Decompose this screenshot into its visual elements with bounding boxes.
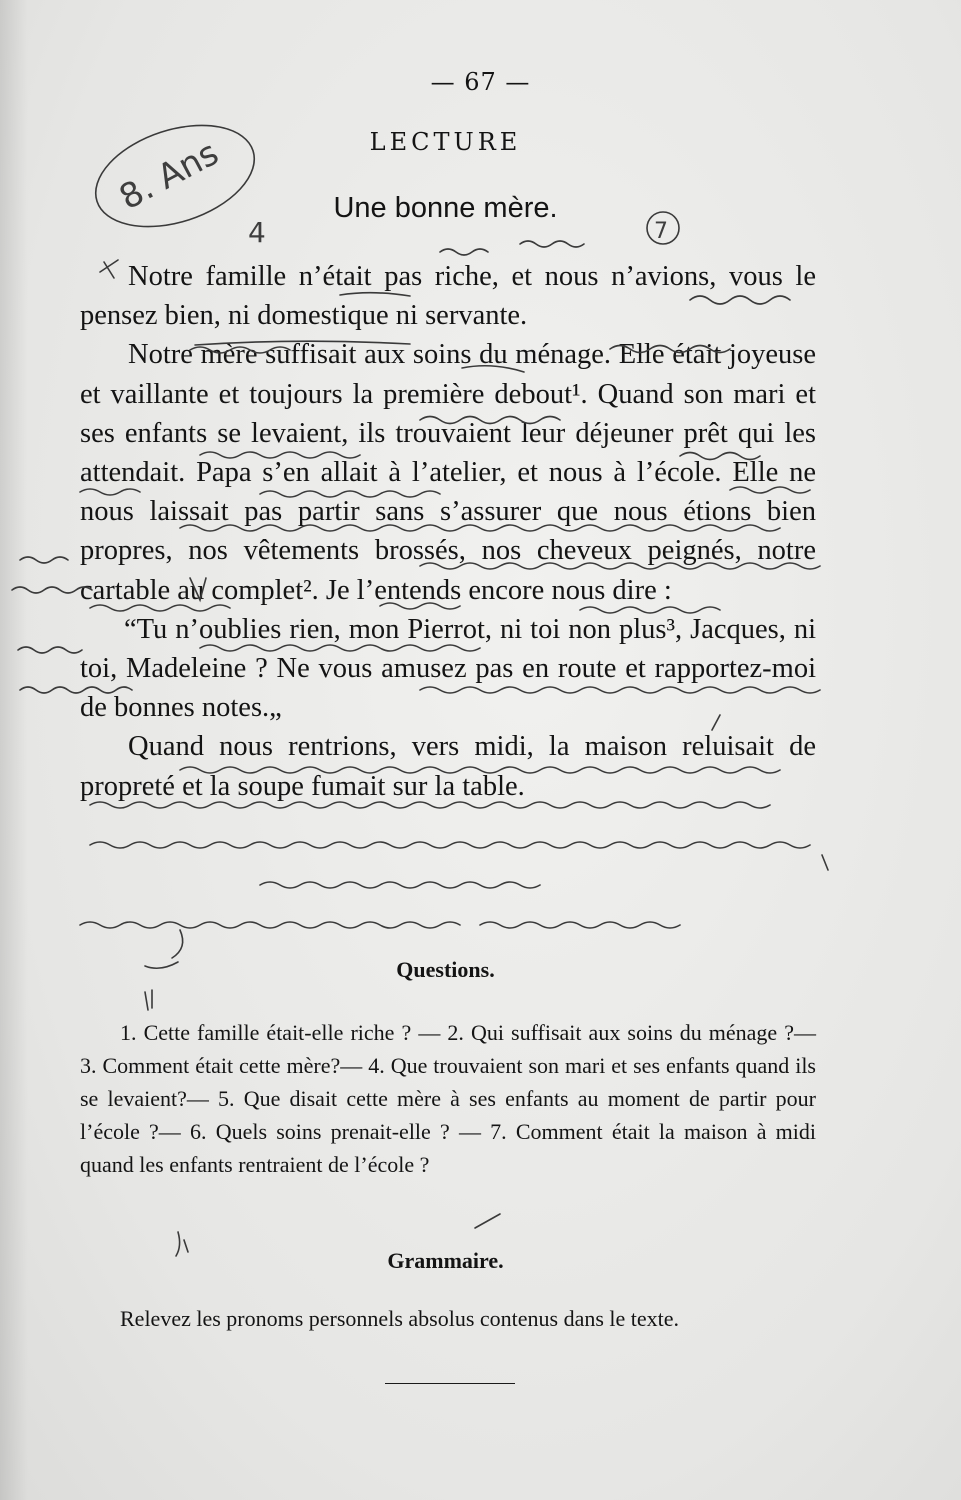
questions-paragraph: 1. Cette famille était-elle riche ? — 2. Qui suffisait aux soins du ménage ?— 3. Comment était cette mère?— 4. Que trouvaient son mari et ses enfants quand ils se levaient?— 5. Que disait cette mère à ses enfants au moment de partir pour l’école ?— 6. Quels soins prenait-elle ? — 7. Comment était la maison à midi quand les enfants rentraient de l’école ?: [80, 1020, 816, 1177]
pencil-squiggle: [440, 249, 488, 255]
pencil-mark: [145, 990, 152, 1010]
pencil-tick: [822, 855, 828, 870]
paragraph: “Tu n’oublies rien, mon Pierrot, ni toi non plus³, Jacques, ni toi, Madeleine ? Ne vous amusez pas en route et rapportez-moi de bonnes notes.„: [80, 613, 816, 724]
pencil-squiggle: [20, 557, 68, 563]
pencil-squiggle: [18, 647, 82, 653]
story-title: Une bonne mère.: [333, 192, 558, 224]
questions-text: [80, 1016, 816, 1181]
questions-heading: Questions.: [396, 957, 495, 982]
end-divider: [385, 1383, 515, 1384]
page-number: — 67 —: [430, 68, 531, 96]
circled-number-text: 7: [654, 219, 668, 244]
reading-text: [80, 257, 816, 806]
section-title: LECTURE: [369, 128, 522, 156]
grammar-heading: Grammaire.: [387, 1248, 504, 1273]
circled-note-text: 8. Ans: [112, 133, 226, 219]
pencil-squiggle: [80, 922, 460, 928]
paragraph: Notre mère suffisait aux soins du ménage. Elle était joyeuse et vaillante et toujours la première debout¹. Quand son mari et ses enfants se levaient, ils trouvaient leur déjeuner prêt qui les attendait. Papa s’en allait à l’atelier, et nous à l’école. Elle ne nous laissait pas partir sans s’assurer que nous étions bien propres, nos vêtements brossés, nos cheveux peignés, notre cartable au complet². Je l’entends encore nous dire :: [80, 339, 816, 606]
pencil-squiggle: [520, 241, 584, 247]
grammar-text: [80, 1302, 816, 1335]
pencil-squiggle: [90, 842, 810, 848]
pencil-strike: [475, 1214, 500, 1228]
paragraph: Notre famille n’était pas riche, et nous n’avions, vous le pensez bien, ni domestique ni servante.: [80, 261, 816, 332]
margin-mark-text: 4: [248, 216, 266, 249]
pencil-squiggle: [260, 882, 540, 888]
grammar-paragraph: Relevez les pronoms personnels absolus contenus dans le texte.: [120, 1306, 680, 1331]
paragraph: Quand nous rentrions, vers midi, la maison reluisait de propreté et la soupe fumait sur la table.: [80, 731, 816, 802]
pencil-squiggle: [480, 922, 680, 928]
